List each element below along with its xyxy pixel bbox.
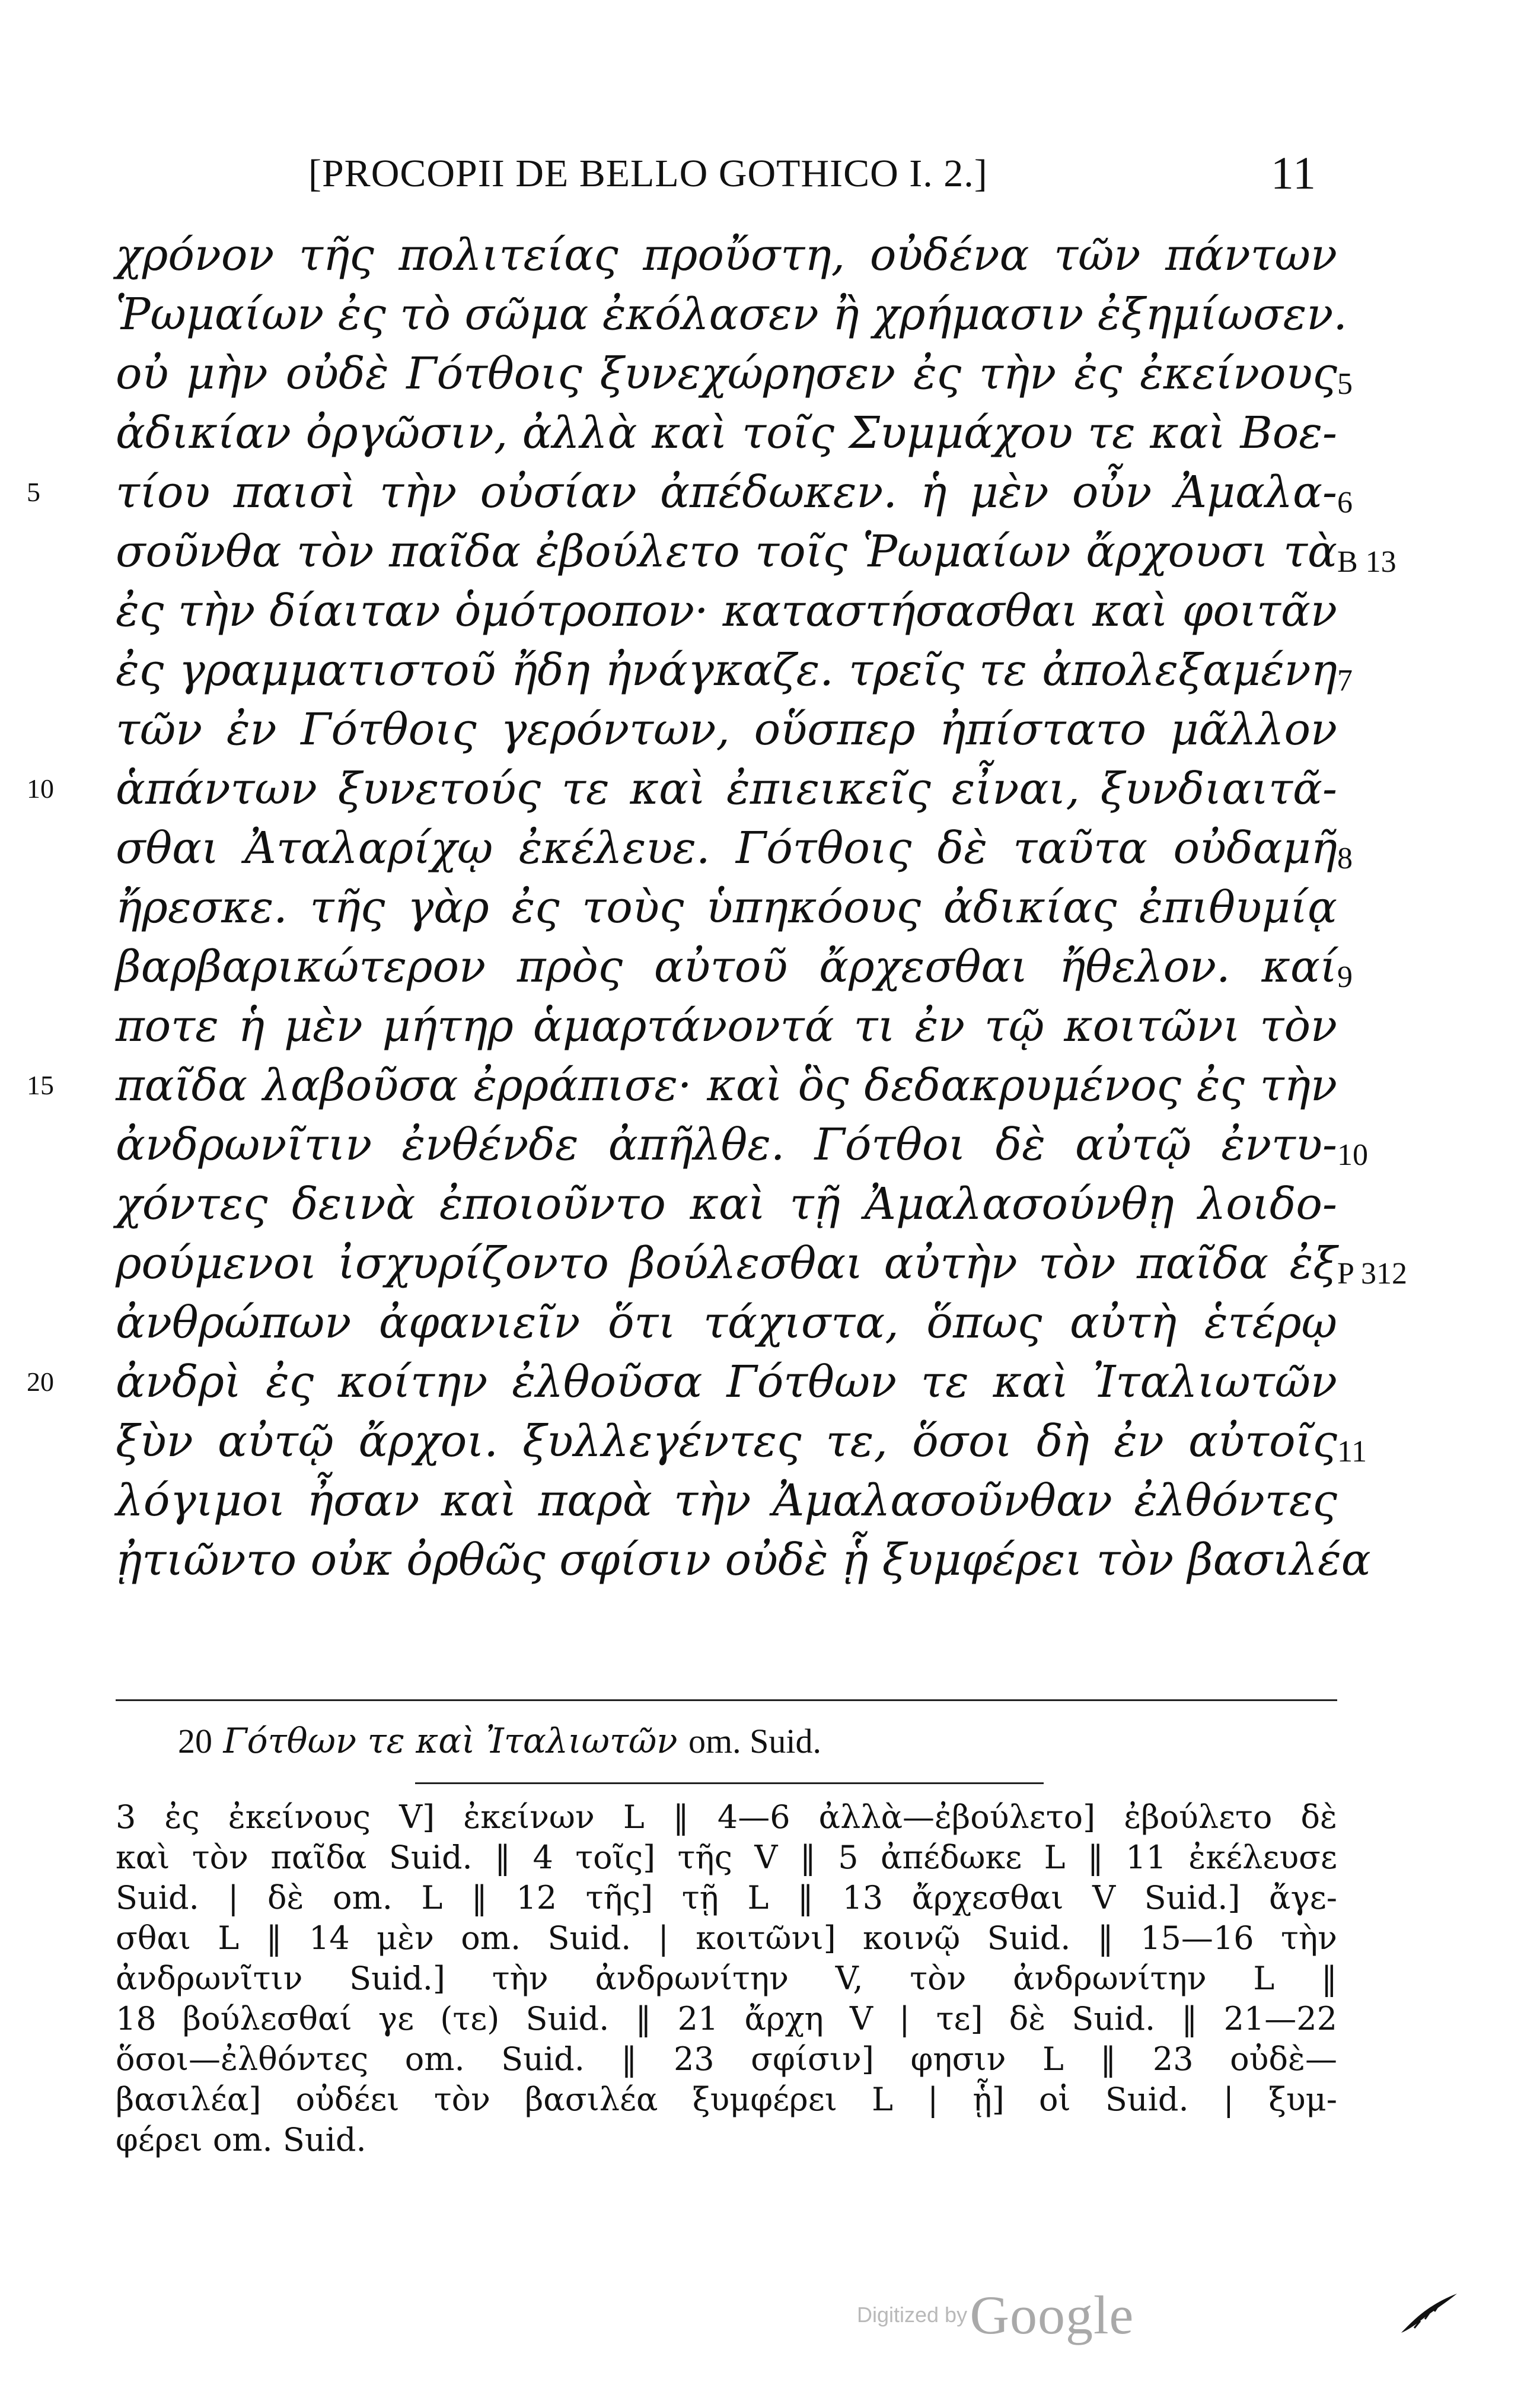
line-text: ἤρεσκε. τῆς γὰρ ἐς τοὺς ὑπηκόους ἀδικίας ἐπιθυμίᾳ [116, 882, 1337, 933]
text-line [116, 641, 1337, 700]
line-text: σοῦνθα τὸν παῖδα ἐβούλετο τοῖς Ῥωμαίων ἄρχουσι τὰ [116, 526, 1337, 577]
text-line [116, 878, 1337, 937]
apparatus-line: 18 βούλεσθαί γε (τε) Suid. ‖ 21 ἄρχη V | τε] δὲ Suid. ‖ 21—22 [116, 2000, 1337, 2037]
text-line [116, 1530, 1371, 1590]
text-line [116, 1234, 1337, 1293]
apparatus-line: ἀνδρωνῖτιν Suid.] τὴν ἀνδρωνίτην V, τὸν ἀνδρωνίτην L ‖ [116, 1960, 1337, 1997]
line-text: ξὺν αὐτῷ ἄρχοι. ξυλλεγέντες τε, ὅσοι δὴ ἐν αὐτοῖς [116, 1416, 1337, 1467]
margin-reference: 8 [1337, 842, 1353, 875]
apparatus-line: σθαι L ‖ 14 μὲν om. Suid. | κοιτῶνι] κοινῷ Suid. ‖ 15—16 τὴν [116, 1919, 1337, 1957]
note-source: om. Suid. [688, 1722, 821, 1760]
line-text: ἁπάντων ξυνετούς τε καὶ ἐπιεικεῖς εἶναι, ξυνδιαιτᾶ- [116, 763, 1337, 814]
watermark-brand: Google [970, 2285, 1134, 2345]
apparatus-line: καὶ τὸν παῖδα Suid. ‖ 4 τοῖς] τῆς V ‖ 5 ἀπέδωκε L ‖ 11 ἐκέλευσε [116, 1839, 1337, 1876]
margin-reference: 11 [1337, 1435, 1367, 1469]
text-line [116, 1471, 1337, 1530]
margin-reference: 6 [1337, 486, 1353, 520]
text-line [116, 285, 1347, 344]
line-text: ἐς τὴν δίαιταν ὁμότροπον· καταστήσασθαι καὶ φοιτᾶν [116, 585, 1337, 636]
text-line [116, 1174, 1337, 1234]
running-header [308, 147, 1316, 205]
line-text: ἀνθρώπων ἀφανιεῖν ὅτι τάχιστα, ὅπως αὐτὴ ἑτέρῳ [116, 1297, 1337, 1348]
line-text: λόγιμοι ἦσαν καὶ παρὰ τὴν Ἀμαλασοῦνθαν ἐλθόντες [116, 1475, 1337, 1526]
text-line [116, 996, 1337, 1056]
note-line-number: 20 [178, 1722, 212, 1760]
critical-apparatus [116, 1797, 1337, 2160]
text-line [116, 403, 1337, 463]
margin-reference: 7 [1337, 664, 1353, 698]
text-line [116, 1115, 1337, 1174]
text-line [27, 1352, 1337, 1412]
quill-mark-icon [1396, 2287, 1462, 2340]
running-title: [PROCOPII DE BELLO GOTHICO I. 2.] [308, 152, 988, 195]
margin-reference: B 13 [1337, 545, 1396, 579]
line-number: 15 [27, 1070, 54, 1100]
text-line [116, 700, 1337, 759]
text-line [116, 1293, 1337, 1352]
apparatus-line: φέρει om. Suid. [116, 2121, 366, 2158]
apparatus-line: ὅσοι—ἐλθόντες om. Suid. ‖ 23 σφίσιν] φησιν L ‖ 23 οὐδὲ— [116, 2040, 1337, 2078]
line-text: ἐς γραμματιστοῦ ἤδη ἠνάγκαζε. τρεῖς τε ἀπολεξαμένη [116, 645, 1337, 696]
apparatus-line: βασιλέα] οὐδέει τὸν βασιλέα ξυμφέρει L | ᾗ] οἱ Suid. | ξυμ- [116, 2081, 1337, 2118]
line-number: 5 [27, 477, 40, 507]
margin-reference: 10 [1337, 1138, 1368, 1172]
text-line [116, 819, 1337, 878]
line-number: 10 [27, 773, 54, 804]
source-note [178, 1717, 1305, 1765]
line-text: τῶν ἐν Γότθοις γερόντων, οὕσπερ ἠπίστατο μᾶλλον [116, 704, 1337, 755]
line-text: ἀνδρωνῖτιν ἐνθένδε ἀπῆλθε. Γότθοι δὲ αὐτῷ ἐντυ- [116, 1119, 1337, 1170]
apparatus-line: 3 ἐς ἐκείνους V] ἐκείνων L ‖ 4—6 ἀλλὰ—ἐβούλετο] ἐβούλετο δὲ [116, 1798, 1337, 1836]
text-line [27, 463, 1337, 522]
text-line [116, 522, 1337, 581]
line-text: βαρβαρικώτερον πρὸς αὐτοῦ ἄρχεσθαι ἤθελον. καί [116, 941, 1337, 992]
line-text: Ῥωμαίων ἐς τὸ σῶμα ἐκόλασεν ἢ χρήμασιν ἐξημίωσεν. [116, 289, 1347, 340]
text-line [116, 1412, 1337, 1471]
line-text: τίου παισὶ τὴν οὐσίαν ἀπέδωκεν. ἡ μὲν οὖν Ἀμαλα- [116, 467, 1337, 518]
footnote-divider [116, 1699, 1337, 1701]
note-greek: Γότθων τε καὶ Ἰταλιωτῶν [223, 1721, 678, 1761]
line-text: παῖδα λαβοῦσα ἐρράπισε· καὶ ὃς δεδακρυμένος ἐς τὴν [116, 1060, 1337, 1111]
margin-reference: P 312 [1337, 1257, 1407, 1291]
text-line [27, 1056, 1337, 1115]
apparatus-divider [415, 1782, 1044, 1784]
text-line [116, 937, 1337, 996]
page-number: 11 [1270, 147, 1316, 199]
line-text: ρούμενοι ἰσχυρίζοντο βούλεσθαι αὐτὴν τὸν παῖδα ἐξ [116, 1238, 1337, 1289]
apparatus-line: Suid. | δὲ om. L ‖ 12 τῆς] τῇ L ‖ 13 ἄρχεσθαι V Suid.] ἄγε- [116, 1879, 1337, 1916]
line-text: ἀδικίαν ὀργῶσιν, ἀλλὰ καὶ τοῖς Συμμάχου τε καὶ Βοε- [116, 407, 1337, 458]
margin-reference: 9 [1337, 960, 1353, 994]
line-number: 20 [27, 1367, 54, 1397]
line-text: ποτε ἡ μὲν μήτηρ ἁμαρτάνοντά τι ἐν τῷ κοιτῶνι τὸν [116, 1001, 1337, 1052]
digitized-watermark [857, 2284, 1134, 2349]
text-line [27, 759, 1337, 819]
line-text: χόντες δεινὰ ἐποιοῦντο καὶ τῇ Ἀμαλασούνθῃ λοιδο- [116, 1179, 1337, 1230]
line-text: σθαι Ἀταλαρίχῳ ἐκέλευε. Γότθοις δὲ ταῦτα οὐδαμῆ [116, 823, 1337, 874]
line-text: οὐ μὴν οὐδὲ Γότθοις ξυνεχώρησεν ἐς τὴν ἐς ἐκείνους [116, 348, 1337, 399]
line-text: χρόνον τῆς πολιτείας προὔστη, οὐδένα τῶν πάντων [116, 230, 1337, 281]
text-line [116, 344, 1337, 403]
line-text: ᾐτιῶντο οὐκ ὀρθῶς σφίσιν οὐδὲ ᾗ ξυμφέρει τὸν βασιλέα [116, 1534, 1371, 1585]
watermark-prefix: Digitized by [857, 2303, 968, 2327]
line-text: ἀνδρὶ ἐς κοίτην ἐλθοῦσα Γότθων τε καὶ Ἰταλιωτῶν [116, 1356, 1337, 1407]
text-line [116, 225, 1337, 285]
text-line [116, 581, 1337, 641]
margin-reference: 5 [1337, 367, 1353, 401]
